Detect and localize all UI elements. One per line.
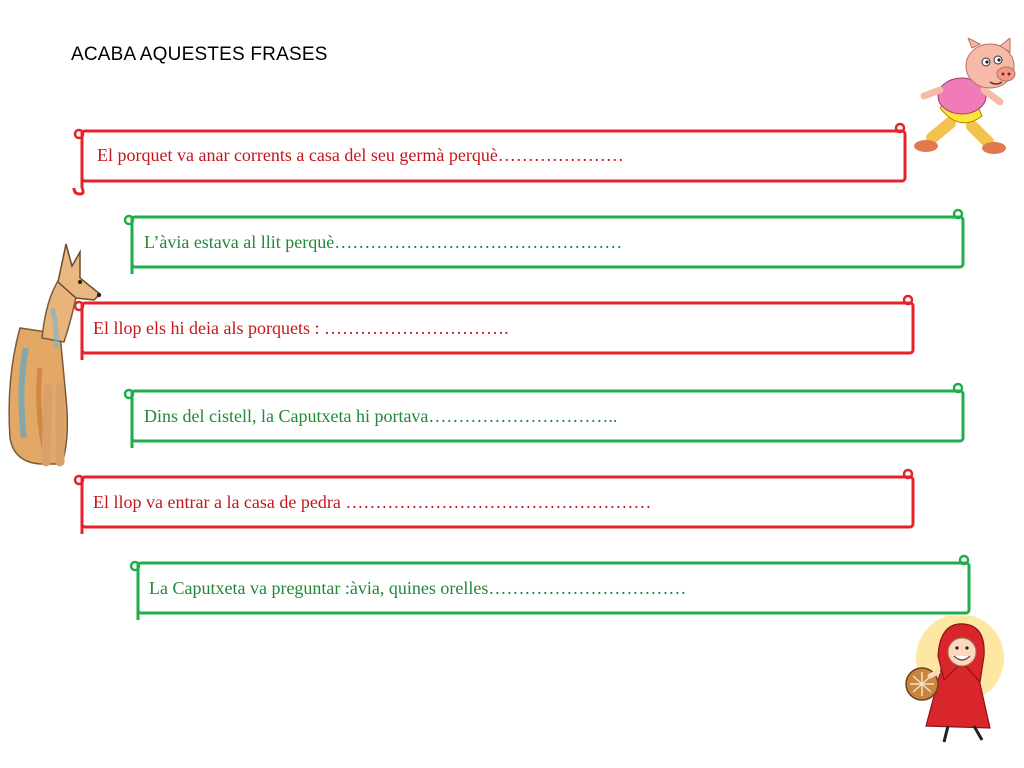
pig-illustration [910,38,1022,156]
sentence-scroll-2 [122,212,966,272]
sentence-text: L’àvia estava al llit perquè………………………………………… [144,231,623,252]
sentence-text: El llop els hi deia als porquets : …………………………. [93,317,509,338]
sentence-scroll-3 [72,298,916,358]
sentence-text: El porquet va anar corrents a casa del seu germà perquè………………… [97,144,624,165]
sentence-scroll-4 [122,386,966,446]
wolf-illustration [0,238,104,470]
sentence-scroll-1 [72,126,908,184]
sentence-scroll-6 [128,558,972,618]
page-title: ACABA AQUESTES FRASES [71,44,328,65]
sentence-scroll-5 [72,472,916,532]
sentence-text: La Caputxeta va preguntar :àvia, quines orelles…………………………… [149,577,687,598]
sentence-text: El llop va entrar a la casa de pedra …………………………………………… [93,491,652,512]
sentence-text: Dins del cistell, la Caputxeta hi portava………………………….. [144,405,618,426]
little-red-riding-hood-illustration [902,616,1018,744]
